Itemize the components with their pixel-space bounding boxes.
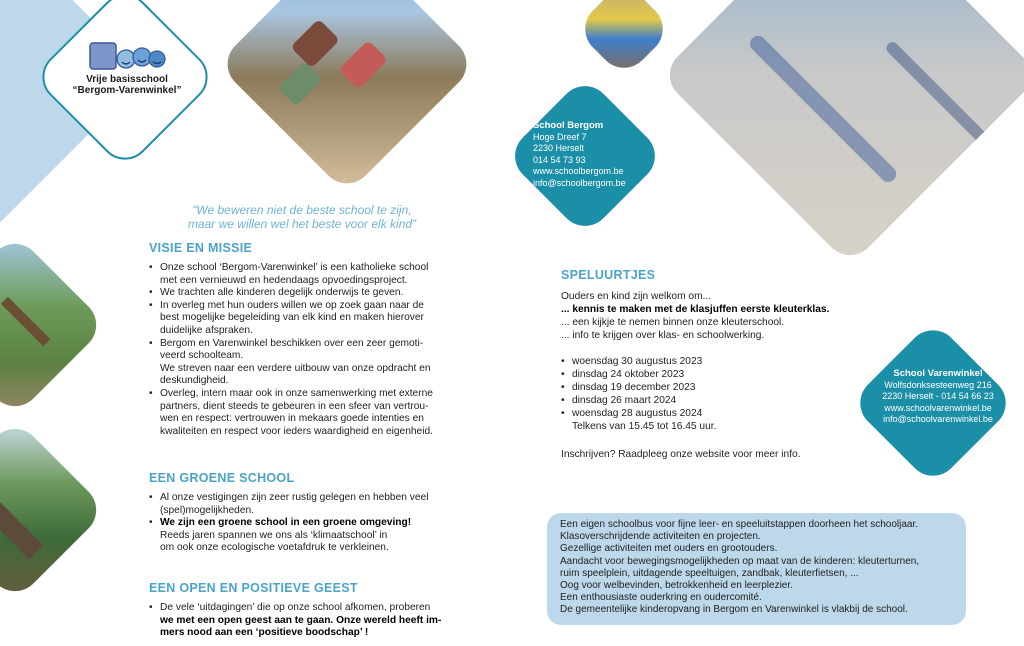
- visie-item-line: wen en respect: vertrouwen in mekaars goede intenties en: [160, 413, 424, 425]
- groen-item-1-line1: • Al onze vestigingen zijn zeer rustig gelegen en hebben veel: [160, 492, 429, 503]
- geest-line1: • De vele ‘uitdagingen’ die op onze school afkomen, proberen: [160, 602, 431, 613]
- geest-line2: we met een open geest aan te gaan. Onze wereld heeft im-: [160, 614, 442, 626]
- bergom-street: Hoge Dreef 7: [533, 131, 587, 142]
- visie-item-line: met een vernieuwd en hedendaags opvoedingsproject.: [160, 274, 408, 286]
- photo-scarecrow: [575, 0, 674, 78]
- visie-item-line: deskundigheid.: [160, 375, 229, 387]
- heading-visie: VISIE EN MISSIE: [149, 241, 253, 255]
- school-logo: [72, 42, 182, 102]
- extras-line: Oog voor welbevinden, betrokkenheid en leerplezier.: [560, 580, 793, 592]
- speeluurtjes-item-1: ... kennis te maken met de klasjuffen eerste kleuterklas.: [561, 304, 830, 315]
- groen-item-1: [149, 492, 469, 517]
- speeluurtjes-dates: [561, 355, 821, 420]
- speeluurtje-date: • dinsdag 24 oktober 2023: [561, 368, 821, 381]
- varenwinkel-city-phone: 2230 Herselt - 014 54 66 23: [882, 391, 994, 402]
- visie-item-line: best mogelijke begeleiding van elk kind en maken hierover: [160, 312, 424, 324]
- groen-item-2-line2: Reeds jaren spannen we ons als ‘klimaatschool’ in: [160, 529, 388, 541]
- speeluurtje-date: • woensdag 28 augustus 2024: [561, 407, 821, 420]
- logo-line2: “Bergom-Varenwinkel”: [72, 85, 182, 96]
- visie-list: [149, 262, 469, 438]
- speeluurtjes-intro: Ouders en kind zijn welkom om...: [561, 291, 712, 302]
- visie-item-line: We streven naar een verdere uitbouw van onze opdracht en: [160, 362, 431, 374]
- speeluurtjes-time: Telkens van 15.45 tot 16.45 uur.: [572, 421, 717, 432]
- visie-item: [149, 262, 469, 287]
- photo-children-group: [0, 418, 107, 602]
- visie-item-line: • In overleg met hun ouders willen we op zoek gaan naar de: [160, 299, 424, 311]
- visie-item-line: partners, dient steeds te gebeuren in een sfeer van vertrou-: [160, 400, 429, 412]
- speeluurtje-date: • dinsdag 26 maart 2024: [561, 394, 821, 407]
- speeluurtjes-item-2: ... een kijkje te nemen binnen onze kleuterschool.: [561, 317, 785, 328]
- quote: [152, 203, 452, 231]
- bergom-email-link[interactable]: info@schoolbergom.be: [533, 177, 626, 188]
- heading-speeluurtjes: SPELUURTJES: [561, 268, 656, 282]
- bergom-name: School Bergom: [533, 120, 604, 131]
- bergom-web-link[interactable]: www.schoolbergom.be: [533, 166, 624, 177]
- extras-line: Een eigen schoolbus voor fijne leer- en speeluitstappen doorheen het schooljaar.: [560, 519, 919, 530]
- speeluurtjes-intro-block: [561, 290, 829, 342]
- bergom-city: 2230 Herselt: [533, 143, 585, 154]
- quote-line1: “We beweren niet de beste school te zijn,: [192, 203, 412, 217]
- speeluurtjes-signup: Inschrijven? Raadpleeg onze website voor meer info.: [561, 449, 801, 460]
- groen-item-2: [149, 517, 469, 555]
- bergom-contact: [533, 120, 626, 190]
- varenwinkel-web-link[interactable]: www.schoolvarenwinkel.be: [884, 402, 992, 413]
- visie-item: [149, 300, 469, 338]
- visie-item-line: • Bergom en Varenwinkel beschikken over een zeer gemoti-: [160, 337, 424, 349]
- speeluurtje-date: • dinsdag 19 december 2023: [561, 381, 821, 394]
- groen-item-1-line2: (spel)mogelijkheden.: [160, 504, 255, 516]
- groen-item-2-line3: om ook onze ecologische voetafdruk te verkleinen.: [160, 542, 389, 554]
- visie-item: [149, 338, 469, 388]
- visie-item-line: kwaliteiten en respect voor ieders waardigheid en eigenheid.: [160, 425, 433, 437]
- speeluurtjes-item-3: ... info te krijgen over klas- en schoolwerking.: [561, 330, 765, 341]
- geest-list: [149, 602, 469, 640]
- heading-geest: EEN OPEN EN POSITIEVE GEEST: [149, 581, 358, 595]
- photo-outdoor-class: [0, 233, 107, 417]
- extras-box: [547, 513, 966, 625]
- extras-line: Gezellige activiteiten met ouders en grootouders.: [560, 543, 778, 555]
- geest-item: [149, 602, 469, 640]
- groen-item-2-bold: • We zijn een groene school in een groene omgeving!: [160, 517, 412, 529]
- visie-item-line: • Overleg, intern maar ook in onze samenwerking met externe: [160, 387, 433, 399]
- logo-line1: Vrije basisschool: [86, 74, 168, 85]
- heading-groen: EEN GROENE SCHOOL: [149, 471, 295, 485]
- extras-line: ruim speelplein, uitdagende speeltuigen, zandbak, kleuterfietsen, ...: [560, 567, 859, 579]
- visie-item-line: • Onze school ‘Bergom-Varenwinkel’ is een katholieke school: [160, 262, 429, 273]
- extras-list: [560, 519, 956, 617]
- varenwinkel-contact: [873, 368, 1003, 426]
- extras-line: Aandacht voor bewegingsmogelijkheden op maat van de kinderen: kleuterturnen,: [560, 555, 920, 567]
- visie-item-line: duidelijke afspraken.: [160, 324, 253, 336]
- visie-item-line: veerd schoolteam.: [160, 350, 244, 362]
- geest-line3: mers nood aan een ‘positieve boodschap’ !: [160, 627, 369, 639]
- extras-line: Klasoverschrijdende activiteiten en projecten.: [560, 531, 761, 543]
- logo-faces-icon: [88, 42, 166, 72]
- bergom-phone: 014 54 73 93: [533, 154, 586, 165]
- visie-item: [149, 287, 469, 300]
- varenwinkel-name: School Varenwinkel: [893, 368, 983, 379]
- visie-item-line: • We trachten alle kinderen degelijk onderwijs te geven.: [160, 287, 404, 299]
- varenwinkel-street: Wolfsdonksesteenweg 216: [884, 379, 992, 390]
- extras-line: Een enthousiaste ouderkring en oudercomité.: [560, 592, 762, 604]
- photo-children-circle: [659, 0, 1024, 266]
- extras-line: De gemeentelijke kinderopvang in Bergom en Varenwinkel is vlakbij de school.: [560, 604, 908, 616]
- groen-list: [149, 492, 469, 555]
- quote-line2: maar we willen wel het beste voor elk kind”: [187, 217, 417, 231]
- varenwinkel-email-link[interactable]: info@schoolvarenwinkel.be: [883, 414, 993, 425]
- speeluurtje-date: • woensdag 30 augustus 2023: [561, 355, 821, 368]
- photo-playground: [217, 0, 477, 194]
- visie-item: [149, 388, 469, 438]
